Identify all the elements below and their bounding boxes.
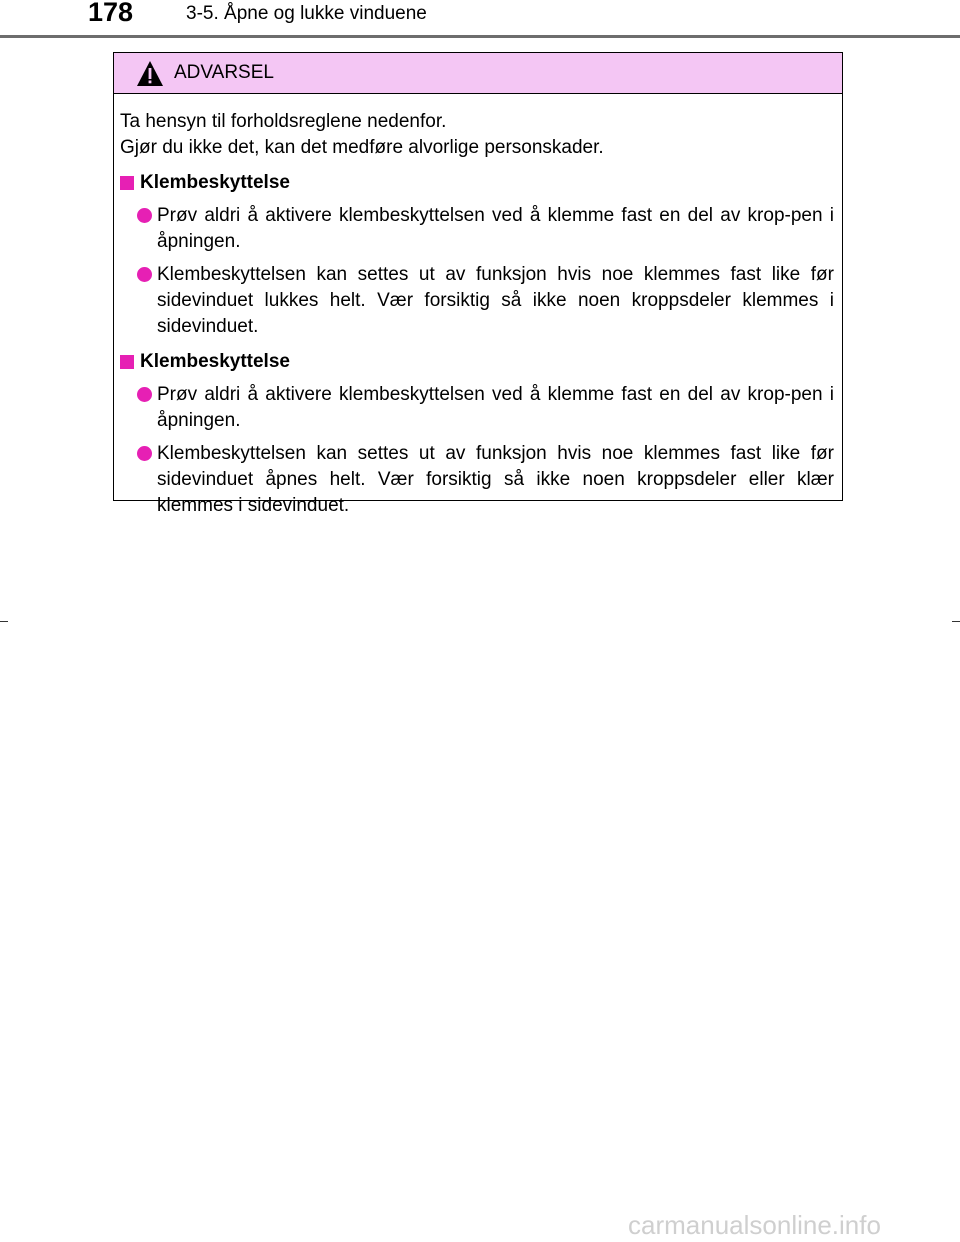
section-heading — [120, 170, 834, 196]
list-item-text: Klembeskyttelsen kan settes ut av funksjon hvis noe klemmes fast like før sidevinduet lukkes helt. Vær forsiktig så ikke noen kroppsdeler klemmes i sidevinduet. — [157, 264, 834, 337]
dot-bullet-icon — [137, 387, 152, 402]
watermark: carmanualsonline.info — [628, 1210, 881, 1240]
page-number: 178 — [88, 0, 134, 27]
dot-bullet-icon — [137, 208, 152, 223]
warning-triangle-icon — [136, 60, 164, 87]
intro-line: Gjør du ikke det, kan det medføre alvorlige personskader. — [120, 137, 604, 158]
warning-box — [113, 52, 843, 516]
dot-bullet-icon — [137, 446, 152, 461]
section-heading-text: Klembeskyttelse — [140, 172, 290, 193]
warning-title: ADVARSEL — [174, 62, 274, 83]
header-rule — [0, 35, 960, 38]
square-bullet-icon — [120, 176, 134, 190]
list-item-text: Prøv aldri å aktivere klembeskyttelsen ved å klemme fast en del av krop-pen i åpningen. — [157, 205, 834, 252]
dot-bullet-icon — [137, 267, 152, 282]
section-heading — [120, 349, 834, 375]
intro-line: Ta hensyn til forholdsreglene nedenfor. — [120, 111, 447, 132]
list-item — [120, 382, 834, 434]
list-item — [120, 203, 834, 255]
warning-body — [114, 94, 842, 519]
list-item — [120, 262, 834, 340]
crop-mark-right — [952, 621, 960, 622]
square-bullet-icon — [120, 355, 134, 369]
list-item-text: Klembeskyttelsen kan settes ut av funksjon hvis noe klemmes fast like før sidevinduet åpnes helt. Vær forsiktig så ikke noen kroppsdeler eller klær klemmes i sidevinduet. — [157, 443, 834, 516]
warning-header — [114, 53, 842, 94]
crop-mark-left — [0, 621, 8, 622]
list-item-text: Prøv aldri å aktivere klembeskyttelsen ved å klemme fast en del av krop-pen i åpningen. — [157, 384, 834, 431]
list-item — [120, 441, 834, 519]
section-title: 3-5. Åpne og lukke vinduene — [186, 3, 427, 24]
section-heading-text: Klembeskyttelse — [140, 351, 290, 372]
